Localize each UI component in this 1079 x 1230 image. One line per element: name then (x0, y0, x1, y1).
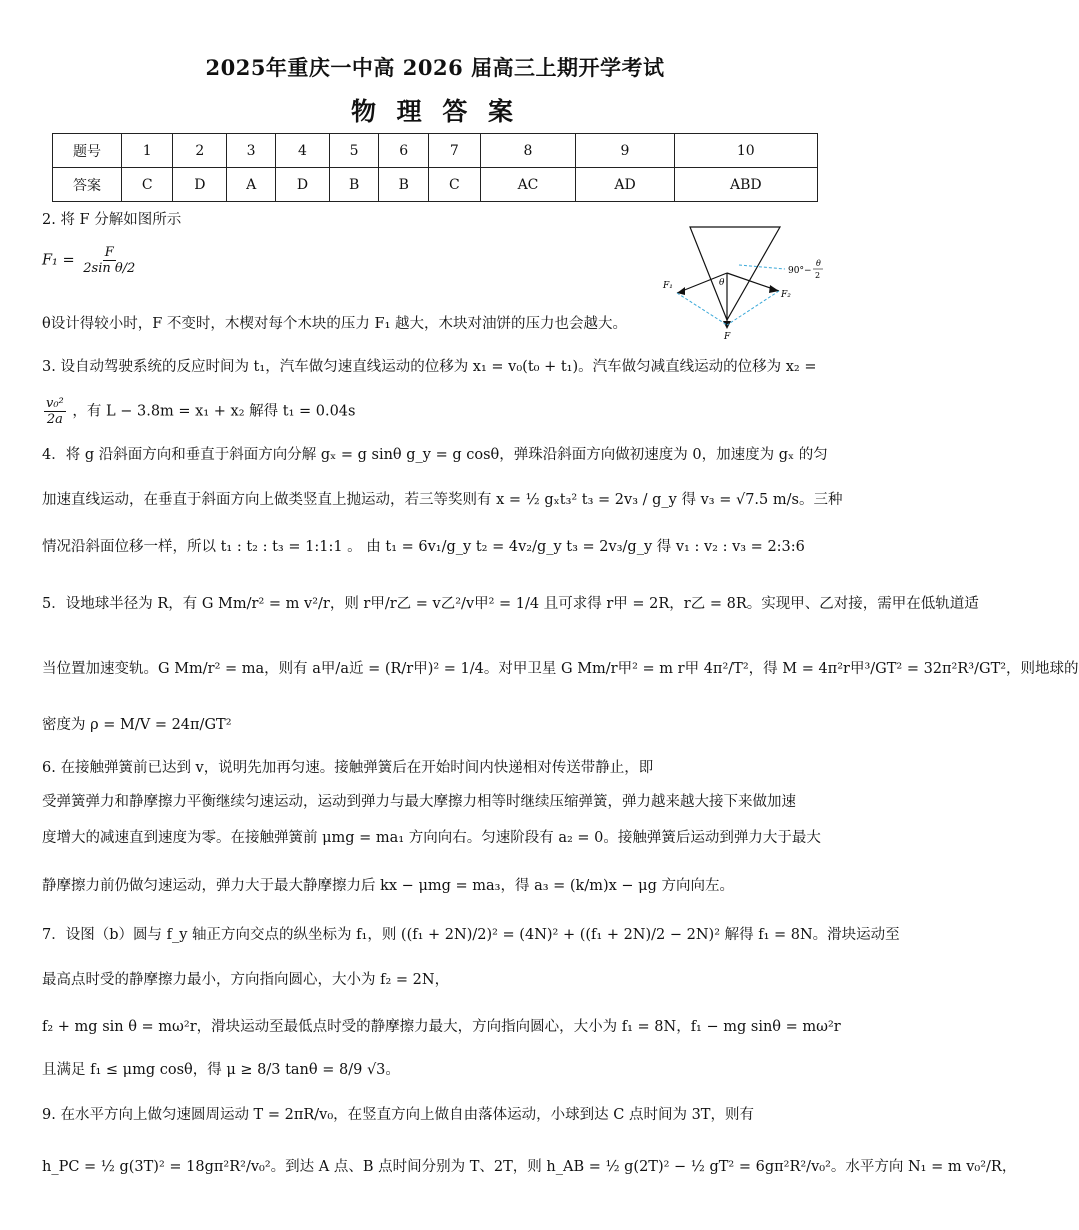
question-number: 4 (276, 134, 330, 168)
question-number: 7 (429, 134, 480, 168)
label-angle: 90°− (788, 266, 812, 276)
q2-line1: 2. 将 F 分解如图所示 (42, 212, 182, 228)
force-decomposition-figure (655, 225, 835, 343)
q2-formula-fraction (81, 245, 137, 276)
label-angle-frac-den: 2 (815, 271, 821, 280)
q3-fraction (44, 396, 66, 427)
answer-cell: B (329, 168, 379, 202)
q4-line2: 加速直线运动，在垂直于斜面方向上做类竖直上抛运动，若三等奖则有 x = ½ gₓt₃² t₃ = 2v₃ / g_y 得 v₃ = √7.5 m/s。三种 (42, 492, 843, 508)
parallelogram-dash-right (727, 291, 779, 325)
q6-line1: 6. 在接触弹簧前已达到 v，说明先加再匀速。接触弹簧后在开始时间内快递相对传送带静止，即 (42, 760, 654, 776)
answer-cell: C (122, 168, 173, 202)
label-angle-frac-num: θ (816, 259, 821, 268)
answer-cell: C (429, 168, 480, 202)
q2-line3: θ设计得较小时，F 不变时，木楔对每个木块的压力 F₁ 越大，木块对油饼的压力也会越大。 (42, 316, 627, 332)
q2-formula-lhs: F₁ = (42, 252, 75, 269)
q5-line1: 5．设地球半径为 R，有 G Mm/r² = m v²/r，则 r甲/r乙 = v乙²/v甲² = 1/4 且可求得 r甲 = 2R，r乙 = 8R。实现甲、乙对接，需甲在低轨道适 (42, 596, 979, 612)
q7-line4: 且满足 f₁ ≤ μmg cosθ，得 μ ≥ 8/3 tanθ = 8/9 √3。 (42, 1062, 400, 1078)
question-number: 2 (173, 134, 227, 168)
q3-line2-rest: ，有 L − 3.8m = x₁ + x₂ 解得 t₁ = 0.04s (72, 403, 356, 420)
question-number-row (53, 134, 818, 168)
q2-formula (42, 245, 139, 276)
label-f1: F₁ (663, 281, 673, 291)
q3-frac-num: v₀² (46, 396, 64, 411)
label-theta: θ (719, 278, 725, 288)
page-title: 2025年重庆一中高 2026 届高三上期开学考试 (205, 55, 665, 80)
q9-line2: h_PC = ½ g(3T)² = 18gπ²R²/v₀²。到达 A 点、B 点时间分别为 T、2T，则 h_AB = ½ g(2T)² − ½ gT² = 6gπ²R²/v₀²。水平方向 N₁ = m v₀²/R， (42, 1159, 1017, 1175)
question-number: 1 (122, 134, 173, 168)
row-label: 题号 (53, 134, 122, 168)
q5-line2: 当位置加速变轨。G Mm/r² = ma，则有 a甲/a近 = (R/r甲)² = 1/4。对甲卫星 G Mm/r甲² = m r甲 4π²/T²，得 M = 4π²r甲³/GT² = 32π²R³/GT²，则地球的 (42, 661, 1079, 677)
answer-cell: D (276, 168, 330, 202)
q2-formula-num: F (104, 245, 114, 260)
parallelogram-dash-left (677, 293, 727, 325)
question-number: 8 (480, 134, 576, 168)
answer-cell: D (173, 168, 227, 202)
answer-cell: AC (480, 168, 576, 202)
answer-cell: B (379, 168, 429, 202)
q7-line1: 7．设图（b）圆与 f_y 轴正方向交点的纵坐标为 f₁，则 ((f₁ + 2N)/2)² = (4N)² + ((f₁ + 2N)/2 − 2N)² 解得 f₁ = 8N。滑块运动至 (42, 927, 900, 943)
question-number: 5 (329, 134, 379, 168)
q3-line1: 3. 设自动驾驶系统的反应时间为 t₁，汽车做匀速直线运动的位移为 x₁ = v₀(t₀ + t₁)。汽车做匀减直线运动的位移为 x₂ = (42, 359, 817, 375)
q6-line2: 受弹簧弹力和静摩擦力平衡继续匀速运动，运动到弹力与最大摩擦力相等时继续压缩弹簧，弹力越来越大接下来做加速 (42, 794, 796, 810)
q6-line3: 度增大的减速直到速度为零。在接触弹簧前 μmg = ma₁ 方向向右。匀速阶段有 a₂ = 0。接触弹簧后运动到弹力大于最大 (42, 830, 821, 846)
q4-line3: 情况沿斜面位移一样，所以 t₁ : t₂ : t₃ = 1:1:1 。 由 t₁ = 6v₁/g_y t₂ = 4v₂/g_y t₃ = 2v₃/g_y 得 v₁ : v₂ : v₃ = 2:3:6 (42, 539, 805, 555)
q7-line2: 最高点时受的静摩擦力最小，方向指向圆心，大小为 f₂ = 2N， (42, 972, 450, 988)
page-subtitle: 物 理 答 案 (350, 97, 520, 126)
answer-row (53, 168, 818, 202)
q3-frac-den: 2a (46, 412, 63, 427)
row-label: 答案 (53, 168, 122, 202)
answer-cell: AD (576, 168, 674, 202)
label-f: F (724, 332, 731, 342)
label-f2: F₂ (781, 290, 791, 300)
q9-line1: 9. 在水平方向上做匀速圆周运动 T = 2πR/v₀，在竖直方向上做自由落体运动，小球到达 C 点时间为 3T，则有 (42, 1107, 754, 1123)
q6-line4: 静摩擦力前仍做匀速运动，弹力大于最大静摩擦力后 kx − μmg = ma₃，得 a₃ = (k/m)x − μg 方向向左。 (42, 878, 734, 894)
q2-formula-den: 2sin θ/2 (83, 261, 136, 276)
question-number: 10 (674, 134, 817, 168)
question-number: 6 (379, 134, 429, 168)
q4-line1: 4．将 g 沿斜面方向和垂直于斜面方向分解 gₓ = g sinθ g_y = g cosθ，弹珠沿斜面方向做初速度为 0，加速度为 gₓ 的匀 (42, 447, 828, 463)
answer-cell: ABD (674, 168, 817, 202)
q7-line3: f₂ + mg sin θ = mω²r，滑块运动至最低点时受的静摩擦力最大，方向指向圆心，大小为 f₁ = 8N，f₁ − mg sinθ = mω²r (42, 1019, 841, 1035)
q5-line3: 密度为 ρ = M/V = 24π/GT² (42, 717, 232, 733)
q3-line2 (42, 396, 355, 427)
wedge-shape (690, 227, 780, 320)
question-number: 9 (576, 134, 674, 168)
question-number: 3 (227, 134, 276, 168)
answer-table (52, 133, 818, 202)
answer-cell: A (227, 168, 276, 202)
angle-dash-line (739, 265, 785, 269)
